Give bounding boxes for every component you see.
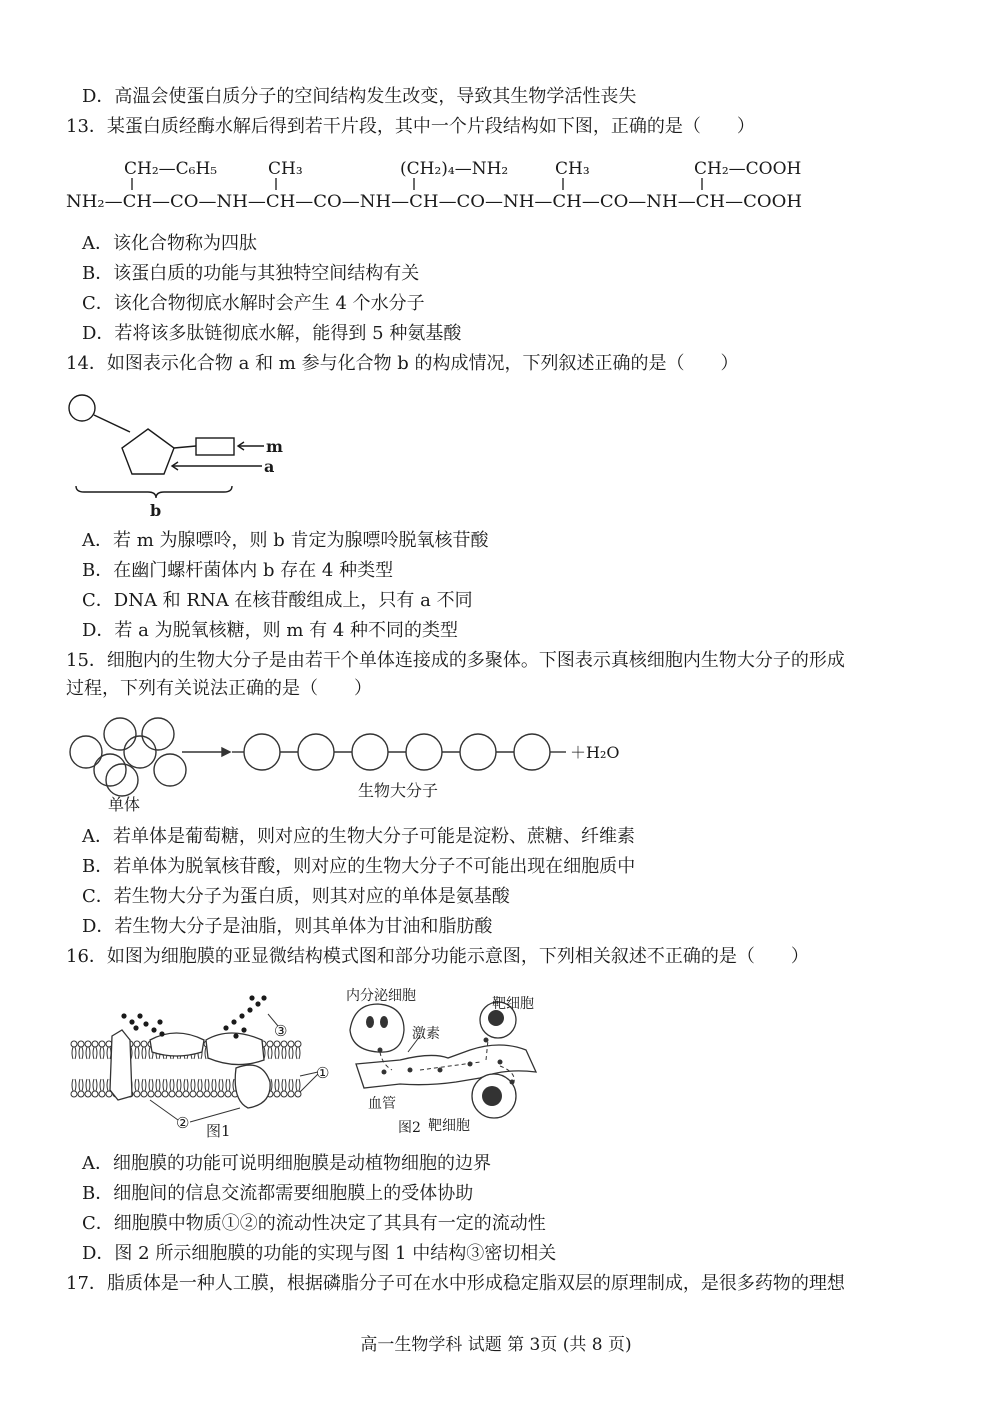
q14-phosphate-circle <box>69 395 95 421</box>
q13-peptide-formula <box>66 159 802 212</box>
monomer-circle <box>142 718 174 750</box>
q15-option-c: C．若生物大分子为蛋白质，则其对应的单体是氨基酸 <box>82 886 510 907</box>
q16-signaling-fig2 <box>346 987 536 1136</box>
q16-option-d: D．图 2 所示细胞膜的功能的实现与图 1 中结构③密切相关 <box>82 1243 557 1264</box>
phospholipid-tail <box>282 1079 286 1091</box>
phospholipid-tail <box>198 1079 202 1091</box>
q14-label-a: a <box>264 457 275 476</box>
monomer-circle <box>70 736 102 768</box>
phospholipid-tail <box>275 1047 279 1059</box>
phospholipid-tail <box>191 1079 195 1091</box>
phospholipid-head <box>288 1041 294 1047</box>
phospholipid-tail <box>107 1047 111 1059</box>
phospholipid-head <box>78 1041 84 1047</box>
q13-option-a: A．该化合物称为四肽 <box>82 233 257 254</box>
page-footer: 高一生物学科 试题 第 3页 (共 8 页) <box>360 1335 632 1355</box>
phospholipid-head <box>218 1091 224 1097</box>
marker-2-leader <box>190 1108 240 1122</box>
q14-label-m: m <box>266 437 283 456</box>
phospholipid-head <box>85 1041 91 1047</box>
marker-2-leader <box>150 1100 178 1120</box>
label-vessel: 血管 <box>368 1096 396 1112</box>
q13-side-chain-5: CH₂—COOH <box>694 159 802 179</box>
phospholipid-tail <box>142 1047 146 1059</box>
phospholipid-tail <box>163 1079 167 1091</box>
phospholipid-tail <box>205 1079 209 1091</box>
phospholipid-tail <box>86 1079 90 1091</box>
phospholipid-tail <box>79 1047 83 1059</box>
endocrine-cell <box>350 1004 404 1052</box>
q15-option-a: A．若单体是葡萄糖，则对应的生物大分子可能是淀粉、蔗糖、纤维素 <box>82 826 635 847</box>
phospholipid-head <box>204 1091 210 1097</box>
q14-base-rect <box>196 438 234 455</box>
phospholipid-tail <box>79 1079 83 1091</box>
phospholipid-tail <box>282 1047 286 1059</box>
phospholipid-head <box>225 1091 231 1097</box>
q14-base-bond <box>174 446 196 448</box>
q15-option-b: B．若单体为脱氧核苷酸，则对应的生物大分子不可能出现在细胞质中 <box>82 856 636 877</box>
monomer-circle <box>154 754 186 786</box>
q13-side-chain-2: CH₃ <box>268 159 303 179</box>
phospholipid-tail <box>296 1079 300 1091</box>
q13-option-d: D．若将该多肽链彻底水解，能得到 5 种氨基酸 <box>82 323 462 344</box>
q14-label-b: b <box>150 501 162 520</box>
monomer-circle <box>124 736 156 768</box>
polymer-unit-circle <box>298 734 334 770</box>
phospholipid-head <box>148 1091 154 1097</box>
q15-polymer-diagram <box>70 718 566 796</box>
phospholipid-tail <box>289 1047 293 1059</box>
glycocalyx-chains <box>121 995 266 1038</box>
polymer-unit-circle <box>244 734 280 770</box>
q15-water-label: ＋H₂O <box>570 743 620 762</box>
polymer-unit-circle <box>514 734 550 770</box>
label-endocrine-cell: 内分泌细胞 <box>346 988 416 1004</box>
q15-option-d: D．若生物大分子是油脂，则其单体为甘油和脂肪酸 <box>82 916 493 937</box>
phospholipid-head <box>92 1091 98 1097</box>
phospholipid-tail <box>212 1079 216 1091</box>
label-target-bottom: 靶细胞 <box>428 1118 470 1134</box>
polymer-unit-circle <box>406 734 442 770</box>
phospholipid-head <box>141 1091 147 1097</box>
phospholipid-head <box>274 1091 280 1097</box>
phospholipid-head <box>211 1091 217 1097</box>
q13-option-c: C．该化合物彻底水解时会产生 4 个水分子 <box>82 293 425 314</box>
q16-stem: 16．如图为细胞膜的亚显微结构模式图和部分功能示意图，下列相关叙述不正确的是（ ） <box>66 946 809 967</box>
q15-monomer-label: 单体 <box>108 795 141 814</box>
phospholipid-head <box>141 1041 147 1047</box>
phospholipid-head <box>162 1091 168 1097</box>
label-target-top: 靶细胞 <box>492 996 534 1012</box>
phospholipid-tail <box>184 1079 188 1091</box>
q12-option-d: D．高温会使蛋白质分子的空间结构发生改变，导致其生物学活性丧失 <box>82 86 637 107</box>
q16-option-b: B．细胞间的信息交流都需要细胞膜上的受体协助 <box>82 1183 474 1204</box>
marker-1: ① <box>316 1064 330 1082</box>
q16-fig2-label: 图2 <box>398 1120 421 1136</box>
phospholipid-head <box>183 1091 189 1097</box>
q16-option-a: A．细胞膜的功能可说明细胞膜是动植物细胞的边界 <box>82 1153 491 1174</box>
phospholipid-head <box>78 1091 84 1097</box>
phospholipid-head <box>155 1091 161 1097</box>
q14-option-a: A．若 m 为腺嘌呤，则 b 肯定为腺嘌呤脱氧核苷酸 <box>82 530 489 551</box>
q17-stem: 17．脂质体是一种人工膜，根据磷脂分子可在水中形成稳定脂双层的原理制成，是很多药物的理想 <box>66 1273 845 1294</box>
q13-side-chain-3: (CH₂)₄—NH₂ <box>400 159 509 179</box>
phospholipid-head <box>190 1091 196 1097</box>
q13-main-chain: NH₂—CH—CO—NH—CH—CO—NH—CH—CO—NH—CH—CO—NH—CH—COOH <box>66 192 802 212</box>
target-nucleus <box>488 1010 504 1026</box>
q14-phosphate-bond <box>94 415 130 432</box>
phospholipid-tail <box>156 1079 160 1091</box>
q14-brace-b <box>76 486 232 498</box>
phospholipid-tail <box>72 1079 76 1091</box>
q14-option-b: B．在幽门螺杆菌体内 b 存在 4 种类型 <box>82 560 394 581</box>
phospholipid-tail <box>296 1047 300 1059</box>
phospholipid-tail <box>219 1079 223 1091</box>
q13-bonds <box>132 178 702 190</box>
phospholipid-tail <box>100 1079 104 1091</box>
target-nucleus <box>482 1086 502 1106</box>
phospholipid-head <box>288 1091 294 1097</box>
phospholipid-head <box>85 1091 91 1097</box>
phospholipid-head <box>176 1091 182 1097</box>
q14-stem: 14．如图表示化合物 a 和 m 参与化合物 b 的构成情况，下列叙述正确的是（ ） <box>66 353 739 374</box>
phospholipid-tail <box>93 1047 97 1059</box>
q14-pentose-ring <box>122 429 174 474</box>
marker-2: ② <box>176 1114 190 1132</box>
phospholipid-tail <box>275 1079 279 1091</box>
q15-macromolecule-label: 生物大分子 <box>358 781 439 800</box>
q13-stem: 13．某蛋白质经酶水解后得到若干片段，其中一个片段结构如下图，正确的是（ ） <box>66 116 755 137</box>
phospholipid-tail <box>93 1079 97 1091</box>
q16-option-c: C．细胞膜中物质①②的流动性决定了其具有一定的流动性 <box>82 1213 546 1234</box>
vesicle <box>366 1016 374 1028</box>
membrane-proteins <box>110 1030 270 1108</box>
q16-membrane-fig1 <box>71 995 329 1140</box>
phospholipid-head <box>169 1091 175 1097</box>
phospholipid-tail <box>135 1079 139 1091</box>
q15-arrowhead <box>222 748 230 756</box>
phospholipid-tail <box>226 1079 230 1091</box>
q14-nucleotide-diagram <box>69 395 264 498</box>
phospholipid-tail <box>289 1079 293 1091</box>
phospholipid-head <box>197 1091 203 1097</box>
phospholipid-tail <box>268 1047 272 1059</box>
channel-protein <box>110 1030 132 1100</box>
phospholipid-tail <box>149 1079 153 1091</box>
monomer-circle <box>104 718 136 750</box>
phospholipid-head <box>71 1091 77 1097</box>
phospholipid-head <box>99 1091 105 1097</box>
phospholipid-head <box>92 1041 98 1047</box>
phospholipid-head <box>295 1041 301 1047</box>
phospholipid-head <box>134 1041 140 1047</box>
phospholipid-tail <box>177 1079 181 1091</box>
q15-stem-line2: 过程，下列有关说法正确的是（ ） <box>66 678 372 699</box>
marker-3: ③ <box>274 1022 288 1040</box>
phospholipid-head <box>274 1041 280 1047</box>
phospholipid-head <box>71 1041 77 1047</box>
q16-fig1-label: 图1 <box>206 1122 231 1140</box>
phospholipid-head <box>134 1091 140 1097</box>
phospholipid-head <box>99 1041 105 1047</box>
phospholipid-tail <box>100 1047 104 1059</box>
vesicle <box>380 1016 388 1028</box>
peripheral-protein <box>150 1033 204 1056</box>
q14-option-d: D．若 a 为脱氧核糖，则 m 有 4 种不同的类型 <box>82 620 459 641</box>
phospholipid-tail <box>86 1047 90 1059</box>
label-hormone: 激素 <box>412 1026 440 1042</box>
phospholipid-tail <box>72 1047 76 1059</box>
phospholipid-head <box>281 1041 287 1047</box>
phospholipid-head <box>267 1041 273 1047</box>
q13-side-chain-1: CH₂—C₆H₅ <box>124 159 218 179</box>
polymer-unit-circle <box>460 734 496 770</box>
q14-option-c: C．DNA 和 RNA 在核苷酸组成上，只有 a 不同 <box>82 590 473 611</box>
integral-protein <box>235 1065 270 1108</box>
polymer-unit-circle <box>352 734 388 770</box>
phospholipid-tail <box>170 1079 174 1091</box>
phospholipid-tail <box>135 1047 139 1059</box>
q13-side-chain-4: CH₃ <box>555 159 590 179</box>
phospholipid-tail <box>142 1079 146 1091</box>
q13-option-b: B．该蛋白质的功能与其独特空间结构有关 <box>82 263 420 284</box>
phospholipid-head <box>281 1091 287 1097</box>
q15-stem-line1: 15．细胞内的生物大分子是由若干个单体连接成的多聚体。下图表示真核细胞内生物大分子的形成 <box>66 650 845 671</box>
